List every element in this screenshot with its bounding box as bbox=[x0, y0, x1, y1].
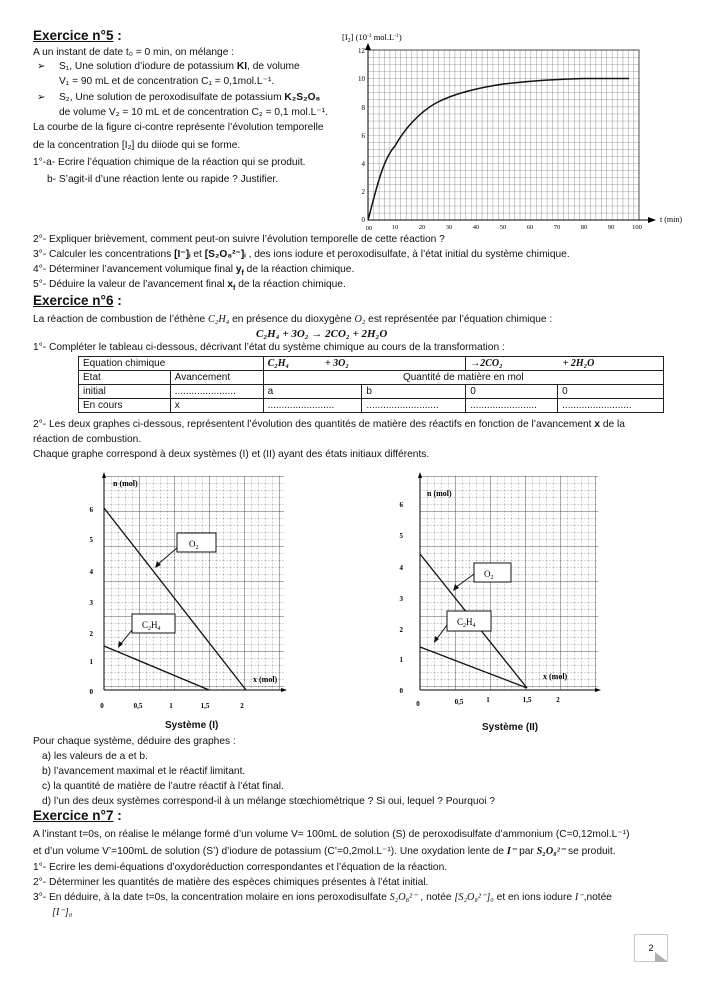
svg-text:70: 70 bbox=[553, 224, 561, 231]
svg-text:x (mol): x (mol) bbox=[543, 672, 568, 681]
table-cell: ........................ bbox=[263, 399, 362, 413]
svg-text:20: 20 bbox=[418, 224, 426, 231]
table-header-equation: Equation chimique bbox=[79, 357, 264, 371]
ex6-sub-a: a) les valeurs de a et b. bbox=[42, 751, 148, 762]
svg-text:t (min): t (min) bbox=[660, 215, 682, 224]
svg-text:3: 3 bbox=[89, 599, 93, 607]
table-header-avancement: Avancement bbox=[170, 371, 263, 385]
system-1-label: Système (I) bbox=[165, 720, 219, 731]
ex6-q2-line1: 2°- Les deux graphes ci-dessous, représentent l’évolution des quantités de matière des réactifs en fonction de l’avancement x de la bbox=[33, 419, 625, 430]
svg-text:10: 10 bbox=[391, 224, 399, 231]
ex6-q2-line3: Chaque graphe correspond à deux systèmes (I) et (II) ayant des états initiaux différents. bbox=[33, 449, 430, 460]
ex5-q2: 2°- Expliquer brièvement, comment peut-on suivre l’évolution temporelle de cette réaction ? bbox=[33, 234, 445, 245]
svg-text:1: 1 bbox=[169, 702, 173, 710]
svg-text:50: 50 bbox=[499, 224, 507, 231]
svg-text:60: 60 bbox=[526, 224, 534, 231]
table-cell: x bbox=[170, 399, 263, 413]
svg-text:[I2] (10-3 mol.L-1): $[I_2]$ ($10^{-3}$ $mol.L^{-1}$) bbox=[342, 32, 402, 44]
svg-text:O2: $O_2$ bbox=[189, 539, 199, 551]
svg-text:30: 30 bbox=[445, 224, 453, 231]
exercise-7-title: Exercice n°7 : bbox=[33, 808, 122, 823]
svg-text:0: 0 bbox=[89, 688, 93, 696]
page-curl-icon bbox=[655, 952, 668, 962]
svg-text:5: 5 bbox=[89, 536, 93, 544]
ex7-p2: et d’un volume V’=100mL de solution (S’) d’iodure de potassium (C’=0,2mol.L⁻¹). Une oxydation lente de I⁻ par S₂O₈²⁻ se produit. bbox=[33, 846, 616, 857]
svg-text:2: 2 bbox=[361, 188, 365, 196]
ex6-q2-line2: réaction de combustion. bbox=[33, 434, 142, 445]
svg-text:4: 4 bbox=[89, 568, 93, 576]
page-number-badge: 2 bbox=[634, 934, 668, 962]
ex5-p2: de la concentration [I₂] du diiode qui se forme. bbox=[33, 140, 241, 151]
svg-text:2: 2 bbox=[240, 702, 244, 710]
system-1-chart bbox=[80, 470, 300, 715]
table-header-etat: Etat bbox=[79, 371, 171, 385]
svg-text:1: 1 bbox=[399, 656, 403, 664]
svg-text:00: 00 bbox=[365, 225, 373, 232]
svg-text:0: 0 bbox=[416, 700, 420, 708]
svg-text:2: 2 bbox=[89, 630, 93, 638]
table-cell: .......................... bbox=[362, 399, 466, 413]
ex5-q1b: b- S’agit-il d’une réaction lente ou rapide ? Justifier. bbox=[47, 174, 279, 185]
table-header-products: →2CO₂ + 2H₂O bbox=[466, 357, 664, 371]
svg-text:0: 0 bbox=[399, 687, 403, 695]
exercise-5-title: Exercice n°5 : bbox=[33, 28, 122, 43]
svg-text:1: 1 bbox=[89, 658, 93, 666]
ex7-q1: 1°- Ecrire les demi-équations d’oxydoréduction correspondantes et l’équation de la réaction. bbox=[33, 862, 448, 873]
svg-text:0: 0 bbox=[100, 702, 104, 710]
svg-text:2: 2 bbox=[399, 626, 403, 634]
exercise-6-title: Exercice n°6 : bbox=[33, 293, 122, 308]
table-row bbox=[79, 385, 664, 399]
ex6-intro: La réaction de combustion de l’éthène C₂H₄ en présence du dioxygène O₂ est représentée par l’équation chimique : bbox=[33, 314, 553, 325]
iodine-concentration-chart bbox=[340, 28, 700, 238]
svg-text:n (mol): n (mol) bbox=[113, 479, 138, 488]
svg-text:40: 40 bbox=[472, 224, 480, 231]
svg-text:4: 4 bbox=[361, 160, 365, 168]
svg-text:90: 90 bbox=[607, 224, 615, 231]
svg-text:10: 10 bbox=[358, 75, 365, 83]
ex7-q3: 3°- En déduire, à la date t=0s, la concentration molaire en ions peroxodisulfate S₂O₈²⁻ , notée [S₂O₈²⁻]₀ et en ions iodure I⁻,notée bbox=[33, 892, 612, 903]
svg-text:80: 80 bbox=[580, 224, 588, 231]
table-cell: 0 bbox=[558, 385, 664, 399]
ex7-q3-line2: [I⁻]₀ bbox=[52, 907, 73, 918]
ex5-s1-line2: V₁ = 90 mL et de concentration C₁ = 0,1mol.L⁻¹. bbox=[59, 76, 275, 87]
ex5-q4: 4°- Déterminer l’avancement volumique final $y_f$ de la réaction chimique. bbox=[33, 264, 355, 278]
arrow-bullet-icon: ➢ bbox=[37, 92, 46, 103]
system-2-label: Système (II) bbox=[482, 722, 539, 733]
ex5-intro: A un instant de date t₀ = 0 min, on mélange : bbox=[33, 47, 235, 58]
ex6-sub-b: b) l’avancement maximal et le réactif limitant. bbox=[42, 766, 246, 777]
ex5-p1: La courbe de la figure ci-contre représente l’évolution temporelle bbox=[33, 122, 324, 133]
ex5-s2-line1: ➢ S₂, Une solution de peroxodisulfate de potassium K₂S₂O₈ bbox=[37, 92, 321, 103]
svg-text:0,5: 0,5 bbox=[133, 702, 143, 710]
ex5-q3: 3°- Calculer les concentrations [I⁻]ᵢ et [S₂O₈²⁻]ᵢ , des ions iodure et peroxodisulfate, à l’état initial du système chimique. bbox=[33, 249, 570, 260]
table-cell: a bbox=[263, 385, 362, 399]
svg-text:5: 5 bbox=[399, 532, 403, 540]
table-row-equation bbox=[79, 357, 664, 371]
svg-text:6: 6 bbox=[399, 501, 403, 509]
svg-text:n (mol): n (mol) bbox=[427, 489, 452, 498]
svg-text:4: 4 bbox=[399, 564, 403, 572]
ex5-s1-line1: ➢ S₁, Une solution d’iodure de potassium KI, de volume bbox=[37, 61, 300, 72]
ex6-q1: 1°- Compléter le tableau ci-dessous, décrivant l’état du système chimique au cours de la transformation : bbox=[33, 342, 505, 353]
ex7-p1: A l’instant t=0s, on réalise le mélange formé d’un volume V= 100mL de solution (S) de peroxodisulfate d’ammonium (C=0,12mol.L⁻¹) bbox=[33, 829, 630, 840]
svg-text:1,5: 1,5 bbox=[522, 696, 532, 704]
arrow-bullet-icon: ➢ bbox=[37, 61, 46, 72]
svg-text:C2H4: $C_2H_4$ bbox=[457, 617, 476, 629]
table-cell: ........................ bbox=[466, 399, 558, 413]
table-row-header bbox=[79, 371, 664, 385]
table-cell: 0 bbox=[466, 385, 558, 399]
svg-text:3: 3 bbox=[399, 595, 403, 603]
table-cell: En cours bbox=[79, 399, 171, 413]
svg-text:12: 12 bbox=[358, 47, 365, 55]
svg-text:0,5: 0,5 bbox=[454, 698, 464, 706]
table-cell: ...................... bbox=[170, 385, 263, 399]
ex6-sub-c: c) la quantité de matière de l’autre réactif à l’état final. bbox=[42, 781, 284, 792]
ex6-sub-d: d) l’un des deux systèmes correspond-il à un mélange stœchiométrique ? Si oui, lequel ? Pourquoi ? bbox=[42, 796, 496, 807]
svg-text:C2H4: $C_2H_4$ bbox=[142, 620, 161, 632]
ex6-equation: C₂H₄ + 3O₂ → 2CO₂ + 2H₂O bbox=[256, 328, 388, 340]
table-header-quantity: Quantité de matière en mol bbox=[263, 371, 663, 385]
svg-text:6: 6 bbox=[361, 132, 365, 140]
ex5-s2-line2: de volume V₂ = 10 mL et de concentration C₂ = 0,1 mol.L⁻¹. bbox=[59, 107, 328, 118]
svg-text:1,5: 1,5 bbox=[200, 702, 210, 710]
table-cell: b bbox=[362, 385, 466, 399]
table-header-reactants: C₂H₄ + 3O₂ bbox=[263, 357, 466, 371]
svg-text:x (mol): x (mol) bbox=[253, 675, 278, 684]
ex6-sub-intro: Pour chaque système, déduire des graphes : bbox=[33, 736, 236, 747]
svg-text:O2: $O_2$ bbox=[484, 569, 494, 581]
table-row bbox=[79, 399, 664, 413]
table-cell: initial bbox=[79, 385, 171, 399]
ex5-q1a: 1°-a- Ecrire l’équation chimique de la réaction qui se produit. bbox=[33, 157, 306, 168]
svg-text:1: 1 bbox=[486, 696, 490, 704]
system-2-chart bbox=[390, 470, 610, 715]
svg-text:6: 6 bbox=[89, 506, 93, 514]
svg-text:8: 8 bbox=[361, 104, 365, 112]
progress-table bbox=[78, 356, 664, 413]
svg-text:2: 2 bbox=[556, 696, 560, 704]
table-cell: ......................... bbox=[558, 399, 664, 413]
svg-text:0: 0 bbox=[361, 216, 365, 224]
ex5-q5: 5°- Déduire la valeur de l’avancement final $x_f$ de la réaction chimique. bbox=[33, 279, 346, 293]
ex7-q2: 2°- Déterminer les quantités de matière des espèces chimiques présentes à l’état initial. bbox=[33, 877, 429, 888]
svg-text:100: 100 bbox=[632, 224, 642, 231]
